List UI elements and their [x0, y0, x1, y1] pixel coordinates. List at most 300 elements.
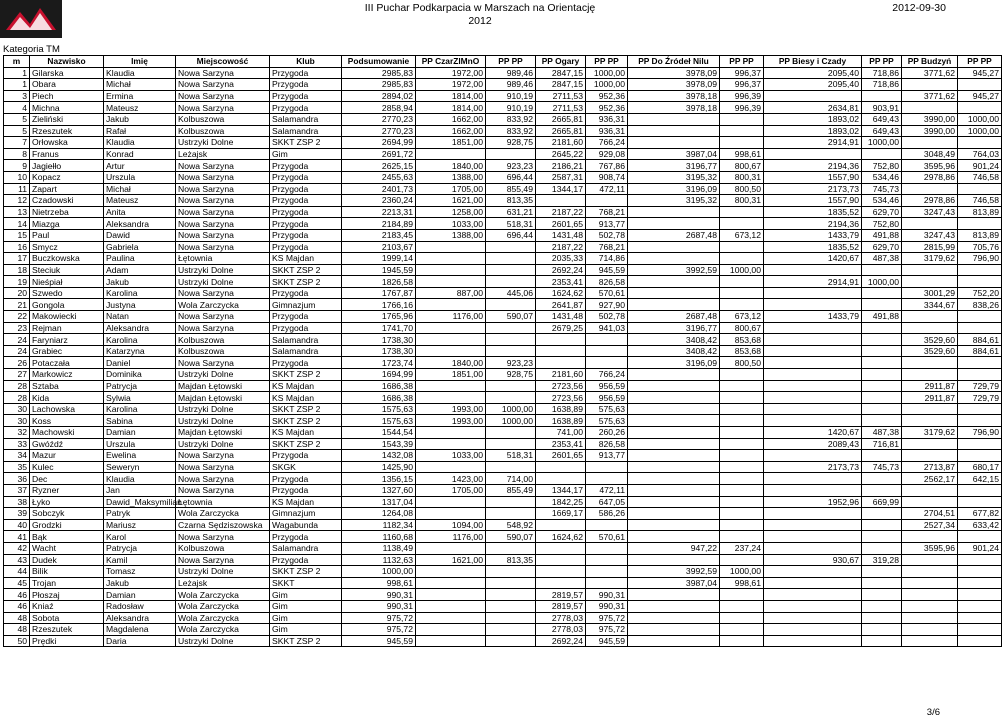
table-cell: 1952,96	[764, 496, 862, 508]
table-cell: 2985,83	[342, 79, 416, 91]
table-cell: Czadowski	[30, 195, 104, 207]
table-cell: 2035,33	[536, 253, 586, 265]
table-cell: 800,67	[720, 160, 764, 172]
table-cell: 44	[4, 566, 30, 578]
table-cell: 3529,60	[902, 334, 958, 346]
table-cell	[862, 508, 902, 520]
table-cell: SKKT ZSP 2	[270, 403, 342, 415]
table-cell	[958, 554, 1002, 566]
table-cell: SKKT ZSP 2	[270, 369, 342, 381]
table-cell	[764, 322, 862, 334]
table-cell: 1033,00	[416, 450, 486, 462]
table-cell	[486, 264, 536, 276]
table-cell: 1176,00	[416, 531, 486, 543]
table-cell: Przygoda	[270, 241, 342, 253]
table-cell: Dec	[30, 473, 104, 485]
table-cell: 3247,43	[902, 229, 958, 241]
table-cell: 48	[4, 624, 30, 636]
table-cell	[628, 125, 720, 137]
column-header: PP PP	[486, 56, 536, 68]
table-cell: 3990,00	[902, 113, 958, 125]
table-cell: 766,24	[586, 369, 628, 381]
table-cell: 714,00	[486, 473, 536, 485]
table-cell: 929,08	[586, 148, 628, 160]
table-cell: 42	[4, 542, 30, 554]
table-cell: Majdan Łętowski	[176, 427, 270, 439]
table-cell: 1317,04	[342, 496, 416, 508]
table-cell: Salamandra	[270, 542, 342, 554]
table-cell	[764, 148, 862, 160]
table-cell: 826,58	[586, 276, 628, 288]
table-cell	[416, 427, 486, 439]
table-cell	[720, 392, 764, 404]
table-cell: Patrycja	[104, 542, 176, 554]
table-cell: 2562,17	[902, 473, 958, 485]
table-cell	[486, 345, 536, 357]
table-cell	[764, 299, 862, 311]
table-cell: Klaudia	[104, 137, 176, 149]
table-cell: SKKT ZSP 2	[270, 276, 342, 288]
table-cell	[764, 531, 862, 543]
table-cell	[902, 635, 958, 647]
table-cell: 3344,67	[902, 299, 958, 311]
table-cell	[958, 218, 1002, 230]
table-cell: Piech	[30, 90, 104, 102]
table-cell: 833,92	[486, 125, 536, 137]
table-cell	[628, 612, 720, 624]
table-cell	[764, 380, 862, 392]
table-cell	[720, 137, 764, 149]
table-cell: 502,78	[586, 229, 628, 241]
table-cell: 472,11	[586, 183, 628, 195]
table-cell: 813,35	[486, 195, 536, 207]
table-cell	[416, 253, 486, 265]
table-cell: 1993,00	[416, 415, 486, 427]
table-cell	[486, 276, 536, 288]
table-cell	[486, 380, 536, 392]
column-header: PP PP	[720, 56, 764, 68]
table-cell: 33	[4, 438, 30, 450]
table-cell	[764, 345, 862, 357]
table-cell: 518,31	[486, 450, 536, 462]
table-cell	[902, 554, 958, 566]
table-cell: 1999,14	[342, 253, 416, 265]
table-cell	[536, 357, 586, 369]
table-cell	[862, 392, 902, 404]
table-cell: Łętownia	[176, 253, 270, 265]
table-cell: 1160,68	[342, 531, 416, 543]
table-cell: 1420,67	[764, 253, 862, 265]
page-number: 3/6	[926, 707, 940, 718]
table-cell: 1543,39	[342, 438, 416, 450]
table-cell: 2679,25	[536, 322, 586, 334]
table-cell	[486, 334, 536, 346]
table-cell	[720, 415, 764, 427]
table-cell: Przygoda	[270, 218, 342, 230]
table-cell: 2095,40	[764, 79, 862, 91]
table-cell	[628, 531, 720, 543]
table-cell	[958, 600, 1002, 612]
table-cell: 729,79	[958, 392, 1002, 404]
table-cell: Ewelina	[104, 450, 176, 462]
table-cell: 23	[4, 322, 30, 334]
table-cell: 996,39	[720, 90, 764, 102]
table-cell: Nowa Sarzyna	[176, 90, 270, 102]
table-cell	[862, 403, 902, 415]
table-cell: 16	[4, 241, 30, 253]
table-cell	[764, 392, 862, 404]
table-cell: 39	[4, 508, 30, 520]
table-cell	[628, 137, 720, 149]
table-cell: 1705,00	[416, 183, 486, 195]
table-cell	[902, 600, 958, 612]
table-cell: Przygoda	[270, 531, 342, 543]
table-cell: 2173,73	[764, 183, 862, 195]
table-cell: 2819,57	[536, 589, 586, 601]
table-cell: 752,80	[862, 218, 902, 230]
table-cell	[720, 531, 764, 543]
table-cell	[902, 403, 958, 415]
table-cell: 800,50	[720, 183, 764, 195]
table-cell	[720, 496, 764, 508]
table-cell: 1621,00	[416, 554, 486, 566]
column-header: Imię	[104, 56, 176, 68]
table-cell: 910,19	[486, 102, 536, 114]
table-cell: 7	[4, 137, 30, 149]
table-cell	[958, 276, 1002, 288]
table-cell	[586, 554, 628, 566]
table-cell	[486, 392, 536, 404]
table-cell: 1000,00	[958, 125, 1002, 137]
table-cell: 28	[4, 392, 30, 404]
table-row	[4, 450, 1002, 462]
table-cell: Nowa Sarzyna	[176, 171, 270, 183]
table-cell: 1432,08	[342, 450, 416, 462]
table-cell: Nowa Sarzyna	[176, 102, 270, 114]
table-cell: 534,46	[862, 171, 902, 183]
table-cell: 1694,99	[342, 369, 416, 381]
table-cell: Ustrzyki Dolne	[176, 276, 270, 288]
table-cell: 1000,00	[486, 403, 536, 415]
table-cell	[720, 484, 764, 496]
table-cell: 487,38	[862, 427, 902, 439]
table-cell: 887,00	[416, 287, 486, 299]
table-cell: 28	[4, 380, 30, 392]
table-cell: 1662,00	[416, 125, 486, 137]
table-cell	[862, 322, 902, 334]
table-cell	[764, 415, 862, 427]
column-header: PP Ogary	[536, 56, 586, 68]
table-cell: 1000,00	[720, 264, 764, 276]
table-cell	[764, 508, 862, 520]
table-cell: 1705,00	[416, 484, 486, 496]
table-cell: 2601,65	[536, 218, 586, 230]
table-cell: 800,31	[720, 171, 764, 183]
table-cell	[764, 612, 862, 624]
table-cell: 956,59	[586, 380, 628, 392]
table-row	[4, 577, 1002, 589]
table-cell	[862, 577, 902, 589]
table-cell: Grodzki	[30, 519, 104, 531]
table-cell	[958, 450, 1002, 462]
table-cell: Przygoda	[270, 206, 342, 218]
table-cell	[902, 484, 958, 496]
table-cell: Mazur	[30, 450, 104, 462]
table-cell: Gimnazjum	[270, 508, 342, 520]
table-cell	[720, 241, 764, 253]
table-row	[4, 357, 1002, 369]
table-cell: Obara	[30, 79, 104, 91]
table-cell	[720, 473, 764, 485]
table-cell: 46	[4, 589, 30, 601]
table-row	[4, 264, 1002, 276]
table-cell: Bąk	[30, 531, 104, 543]
table-cell: Kamil	[104, 554, 176, 566]
table-cell: 9	[4, 160, 30, 172]
table-cell	[536, 461, 586, 473]
table-cell: SKKT ZSP 2	[270, 415, 342, 427]
table-cell: 768,21	[586, 206, 628, 218]
table-cell	[536, 519, 586, 531]
table-cell: 3179,62	[902, 253, 958, 265]
table-cell: 2978,86	[902, 195, 958, 207]
table-row	[4, 148, 1002, 160]
table-cell: 2691,72	[342, 148, 416, 160]
table-cell	[902, 79, 958, 91]
table-cell: Koss	[30, 415, 104, 427]
table-cell	[764, 334, 862, 346]
table-cell: Ustrzyki Dolne	[176, 635, 270, 647]
table-cell: 1557,90	[764, 195, 862, 207]
table-cell: Orłowska	[30, 137, 104, 149]
table-row	[4, 183, 1002, 195]
table-cell: Grabiec	[30, 345, 104, 357]
table-cell: 884,61	[958, 334, 1002, 346]
table-cell: 3595,96	[902, 542, 958, 554]
table-cell: Wola Zarczycka	[176, 508, 270, 520]
table-cell: 903,91	[862, 102, 902, 114]
table-cell	[628, 369, 720, 381]
table-cell	[902, 577, 958, 589]
table-cell: 930,67	[764, 554, 862, 566]
table-cell: 3978,09	[628, 67, 720, 79]
table-cell: 975,72	[342, 612, 416, 624]
table-cell: 813,89	[958, 229, 1002, 241]
table-row	[4, 125, 1002, 137]
table-cell	[416, 148, 486, 160]
table-cell	[486, 635, 536, 647]
table-cell: 2819,57	[536, 600, 586, 612]
table-cell: 767,86	[586, 160, 628, 172]
table-cell: Patrycja	[104, 380, 176, 392]
table-row	[4, 90, 1002, 102]
table-cell: Natan	[104, 311, 176, 323]
table-cell: Przygoda	[270, 554, 342, 566]
table-cell	[958, 79, 1002, 91]
table-row	[4, 311, 1002, 323]
column-header: PP Do Źródeł Nilu	[628, 56, 720, 68]
table-cell: 1356,15	[342, 473, 416, 485]
table-cell	[720, 369, 764, 381]
table-cell	[862, 264, 902, 276]
table-row	[4, 624, 1002, 636]
table-cell	[720, 461, 764, 473]
table-cell: 1544,54	[342, 427, 416, 439]
table-cell: Łętownia	[176, 496, 270, 508]
table-cell: 998,61	[342, 577, 416, 589]
table-cell	[862, 345, 902, 357]
table-cell: 3247,43	[902, 206, 958, 218]
table-cell: Ustrzyki Dolne	[176, 264, 270, 276]
table-cell: 696,44	[486, 229, 536, 241]
table-cell: 50	[4, 635, 30, 647]
table-cell: 570,61	[586, 531, 628, 543]
table-cell	[862, 415, 902, 427]
table-cell	[764, 484, 862, 496]
table-cell: 2694,99	[342, 137, 416, 149]
table-cell: Radosław	[104, 600, 176, 612]
table-cell	[486, 624, 536, 636]
table-cell	[862, 473, 902, 485]
table-cell: 718,86	[862, 79, 902, 91]
table-cell: Przygoda	[270, 102, 342, 114]
table-cell: 1000,00	[720, 566, 764, 578]
table-cell: 14	[4, 218, 30, 230]
table-cell: 2353,41	[536, 276, 586, 288]
table-cell: Artur	[104, 160, 176, 172]
table-cell: 2184,89	[342, 218, 416, 230]
table-cell: 677,82	[958, 508, 1002, 520]
column-header: Nazwisko	[30, 56, 104, 68]
table-cell: 2360,24	[342, 195, 416, 207]
table-row	[4, 253, 1002, 265]
table-cell	[764, 600, 862, 612]
table-cell: 633,42	[958, 519, 1002, 531]
table-cell: KS Majdan	[270, 392, 342, 404]
table-cell: 923,23	[486, 160, 536, 172]
table-cell	[628, 403, 720, 415]
table-cell: Paulina	[104, 253, 176, 265]
table-cell	[720, 508, 764, 520]
table-cell: 796,90	[958, 427, 1002, 439]
table-cell: Karol	[104, 531, 176, 543]
table-cell: Sobota	[30, 612, 104, 624]
table-cell: Przygoda	[270, 473, 342, 485]
table-cell: Nowa Sarzyna	[176, 554, 270, 566]
table-cell: Przygoda	[270, 357, 342, 369]
table-row	[4, 589, 1002, 601]
table-cell: 1893,02	[764, 113, 862, 125]
table-cell: Jakub	[104, 276, 176, 288]
table-cell: 1842,25	[536, 496, 586, 508]
table-cell: Ustrzyki Dolne	[176, 369, 270, 381]
table-cell	[862, 357, 902, 369]
table-row	[4, 195, 1002, 207]
table-row	[4, 473, 1002, 485]
table-cell: 945,59	[586, 635, 628, 647]
table-cell: Adam	[104, 264, 176, 276]
table-cell: Anita	[104, 206, 176, 218]
table-cell: 43	[4, 554, 30, 566]
table-cell: 1423,00	[416, 473, 486, 485]
table-cell: 3196,09	[628, 183, 720, 195]
table-cell	[720, 519, 764, 531]
table-cell: Majdan Łętowski	[176, 380, 270, 392]
table-cell: 714,86	[586, 253, 628, 265]
table-cell: 928,75	[486, 137, 536, 149]
table-cell: 1814,00	[416, 90, 486, 102]
table-cell	[764, 450, 862, 462]
table-cell: 945,59	[342, 635, 416, 647]
table-cell	[416, 276, 486, 288]
table-cell	[862, 287, 902, 299]
table-cell: 570,61	[586, 287, 628, 299]
table-cell: Klaudia	[104, 67, 176, 79]
table-cell: 2601,65	[536, 450, 586, 462]
table-cell: 472,11	[586, 484, 628, 496]
table-cell: 833,92	[486, 113, 536, 125]
table-cell	[902, 264, 958, 276]
table-cell: 989,46	[486, 67, 536, 79]
table-cell: 928,75	[486, 369, 536, 381]
table-cell: SKKT ZSP 2	[270, 438, 342, 450]
table-cell: Ermina	[104, 90, 176, 102]
table-cell	[958, 438, 1002, 450]
table-row	[4, 461, 1002, 473]
table-cell: Kolbuszowa	[176, 125, 270, 137]
table-cell: 3001,29	[902, 287, 958, 299]
table-cell: Salamandra	[270, 345, 342, 357]
table-cell: 975,72	[342, 624, 416, 636]
table-cell: 3195,32	[628, 171, 720, 183]
table-cell	[958, 415, 1002, 427]
table-cell	[628, 438, 720, 450]
table-cell: Paul	[30, 229, 104, 241]
table-cell	[628, 450, 720, 462]
table-cell	[958, 589, 1002, 601]
table-cell	[486, 148, 536, 160]
table-row	[4, 322, 1002, 334]
table-cell: 2213,31	[342, 206, 416, 218]
table-cell: Czarna Sędziszowska	[176, 519, 270, 531]
table-cell: Przygoda	[270, 311, 342, 323]
table-cell: 5	[4, 113, 30, 125]
table-cell: 729,79	[958, 380, 1002, 392]
table-cell	[764, 287, 862, 299]
table-cell: Sobczyk	[30, 508, 104, 520]
table-cell: Wacht	[30, 542, 104, 554]
table-cell: 629,70	[862, 241, 902, 253]
table-cell: Franus	[30, 148, 104, 160]
table-cell: 2723,56	[536, 380, 586, 392]
table-row	[4, 299, 1002, 311]
table-cell	[416, 566, 486, 578]
table-cell	[958, 635, 1002, 647]
table-cell: 998,61	[720, 148, 764, 160]
table-cell: 1765,96	[342, 311, 416, 323]
table-cell: Zieliński	[30, 113, 104, 125]
column-header: PP PP	[586, 56, 628, 68]
table-cell: 1425,90	[342, 461, 416, 473]
table-cell: Gim	[270, 612, 342, 624]
table-cell: 705,76	[958, 241, 1002, 253]
table-cell	[862, 299, 902, 311]
table-cell: 1575,63	[342, 403, 416, 415]
table-cell: 10	[4, 171, 30, 183]
table-cell: 1344,17	[536, 484, 586, 496]
table-cell: 1767,87	[342, 287, 416, 299]
table-cell: 952,36	[586, 90, 628, 102]
